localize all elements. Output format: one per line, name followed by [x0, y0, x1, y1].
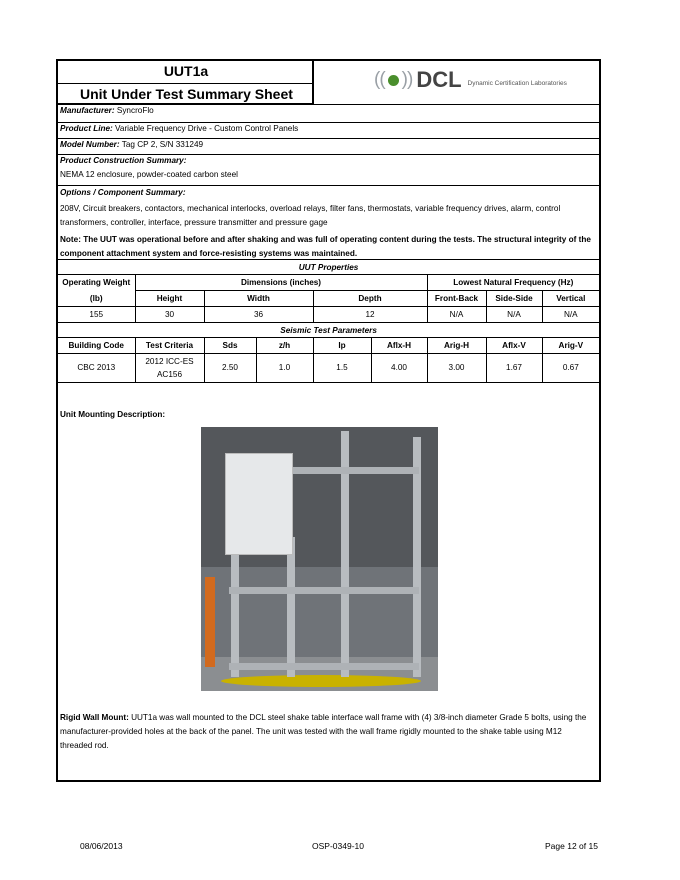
shake-table-icon [221, 675, 421, 687]
height-header: Height [135, 291, 204, 307]
rigid-mount-description [58, 711, 599, 753]
front-back-value: N/A [427, 307, 486, 323]
aflx-h-header: Aflx-H [371, 338, 427, 354]
options-row [58, 185, 599, 261]
green-dot-icon [388, 75, 399, 86]
manufacturer-row [58, 104, 599, 117]
dcl-logo [374, 67, 567, 93]
model-value: Tag CP 2, S/N 331249 [121, 140, 204, 149]
ladder-icon [205, 577, 215, 667]
model-label: Model Number: [60, 140, 120, 149]
arig-h-value: 3.00 [427, 354, 486, 382]
construction-label: Product Construction Summary: [60, 156, 187, 165]
side-side-value: N/A [486, 307, 542, 323]
width-header: Width [204, 291, 313, 307]
arig-h-header: Arig-H [427, 338, 486, 354]
zh-value: 1.0 [256, 354, 313, 382]
test-criteria-header: Test Criteria [135, 338, 204, 354]
aflx-h-value: 4.00 [371, 354, 427, 382]
signal-waves-icon: (( [374, 69, 385, 90]
summary-sheet [56, 59, 601, 782]
footer-page: Page 12 of 15 [545, 841, 598, 851]
side-side-header: Side-Side [486, 291, 542, 307]
frequency-header: Lowest Natural Frequency (Hz) [427, 275, 599, 291]
rigid-mount-text: UUT1a was wall mounted to the DCL steel shake table interface wall frame with (4) 3/8-inch diameter Grade 5 bolts, using the manufacturer-provided holes at the back of the panel. The unit was tested with the wall frame rigidly mounted to the shake table using M12 threaded rod. [60, 713, 587, 750]
construction-row [58, 154, 599, 181]
sds-value: 2.50 [204, 354, 256, 382]
unit-photo [201, 427, 438, 691]
product-line-value: Variable Frequency Drive - Custom Control Panels [115, 124, 299, 133]
building-code-value: CBC 2013 [58, 354, 135, 382]
weight-unit: (lb) [58, 291, 135, 307]
manufacturer-label: Manufacturer: [60, 106, 115, 115]
frame-beam-icon [229, 663, 419, 670]
unit-id: UUT1a [163, 63, 209, 79]
building-code-header: Building Code [58, 338, 135, 354]
ip-header: Ip [313, 338, 371, 354]
mounting-label: Unit Mounting Description: [60, 410, 166, 419]
product-line-row [58, 122, 599, 135]
manufacturer-value: SyncroFlo [116, 106, 154, 115]
frame-post-icon [287, 537, 295, 677]
construction-value: NEMA 12 enclosure, powder-coated carbon steel [60, 170, 238, 179]
note-text: Note: The UUT was operational before and after shaking and was full of operating content during the tests. The structural integrity of the component attachment system and force-resisting systems was maintained. [60, 235, 591, 258]
aflx-v-value: 1.67 [486, 354, 542, 382]
frame-post-icon [231, 547, 239, 677]
options-value: 208V, Circuit breakers, contactors, mechanical interlocks, overload relays, filter fans, thermostats, variable frequency drives, alarm, control transformers, controller, interface, pressure transmitter and pressure gage [60, 204, 561, 227]
frame-beam-icon [291, 467, 419, 474]
test-criteria-value: 2012 ICC-ES AC156 [135, 354, 204, 382]
rigid-mount-label: Rigid Wall Mount: [60, 713, 129, 722]
width-value: 36 [204, 307, 313, 323]
weight-value: 155 [58, 307, 135, 323]
vertical-header: Vertical [542, 291, 599, 307]
ip-value: 1.5 [313, 354, 371, 382]
operating-weight-header: Operating Weight [58, 275, 135, 291]
control-panel-enclosure-icon [225, 453, 293, 555]
dimensions-header: Dimensions (inches) [135, 275, 427, 291]
logo-text: DCL [416, 67, 462, 92]
arig-v-value: 0.67 [542, 354, 599, 382]
depth-value: 12 [313, 307, 427, 323]
title-block [58, 61, 314, 104]
vertical-value: N/A [542, 307, 599, 323]
depth-header: Depth [313, 291, 427, 307]
sds-header: Sds [204, 338, 256, 354]
footer-doc-number: OSP-0349-10 [312, 841, 364, 851]
table-bottom-rule [58, 382, 599, 383]
model-row [58, 138, 599, 151]
footer-date: 08/06/2013 [80, 841, 123, 851]
options-label: Options / Component Summary: [60, 188, 186, 197]
zh-header: z/h [256, 338, 313, 354]
arig-v-header: Arig-V [542, 338, 599, 354]
aflx-v-header: Aflx-V [486, 338, 542, 354]
logo-subtitle: Dynamic Certification Laboratories [467, 79, 567, 87]
title-divider [58, 83, 314, 84]
front-back-header: Front-Back [427, 291, 486, 307]
uut-properties-title: UUT Properties [58, 260, 599, 275]
frame-beam-icon [229, 587, 419, 594]
seismic-title: Seismic Test Parameters [58, 323, 599, 338]
uut-properties-table [58, 259, 599, 382]
sheet-title: Unit Under Test Summary Sheet [80, 86, 293, 102]
product-line-label: Product Line: [60, 124, 113, 133]
signal-waves-right-icon: )) [401, 69, 413, 90]
height-value: 30 [135, 307, 204, 323]
